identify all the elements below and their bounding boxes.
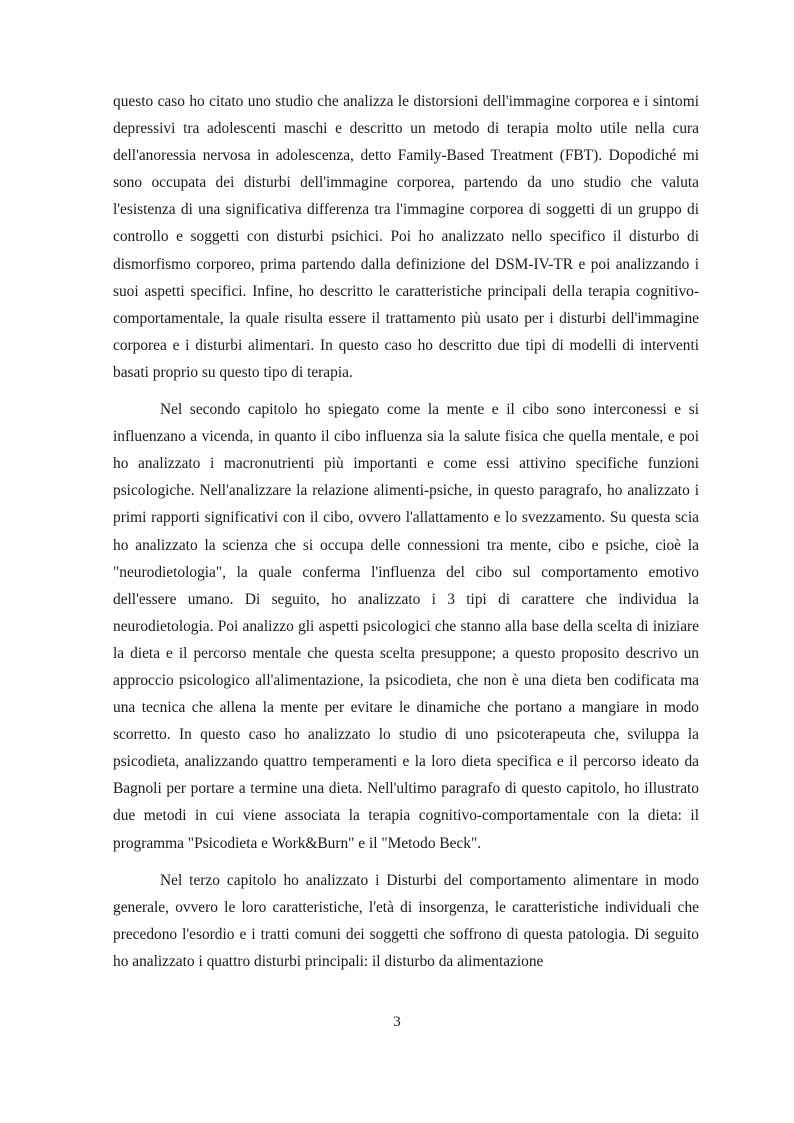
page-body — [113, 88, 699, 975]
paragraph-2: Nel secondo capitolo ho spiegato come la mente e il cibo sono interconessi e si influenzano a vicenda, in quanto il cibo influenza sia la salute fisica che quella mentale, e poi ho analizzato i macronutrienti più importanti e come essi attivino specifiche funzioni psicologiche. Nell'analizzare la relazione alimenti-psiche, in questo paragrafo, ho analizzato i primi rapporti significativi con il cibo, ovvero l'allattamento e lo svezzamento. Su questa scia ho analizzato la scienza che si occupa delle connessioni tra mente, cibo e psiche, cioè la "neurodietologia", la quale conferma l'influenza del cibo sul comportamento emotivo dell'essere umano. Di seguito, ho analizzato i 3 tipi di carattere che individua la neurodietologia. Poi analizzo gli aspetti psicologici che stanno alla base della scelta di iniziare la dieta e il percorso mentale che questa scelta presuppone; a questo proposito descrivo un approccio psicologico all'alimentazione, la psicodieta, che non è una dieta ben codificata ma una tecnica che allena la mente per evitare le dinamiche che portano a mangiare in modo scorretto. In questo caso ho analizzato lo studio di uno psicoterapeuta che, sviluppa la psicodieta, analizzando quattro temperamenti e la loro dieta specifica e il percorso ideato da Bagnoli per portare a termine una dieta. Nell'ultimo paragrafo di questo capitolo, ho illustrato due metodi in cui viene associata la terapia cognitivo-comportamentale con la dieta: il programma "Psicodieta e Work&Burn" e il "Metodo Beck". — [113, 401, 699, 852]
paragraph-3: Nel terzo capitolo ho analizzato i Disturbi del comportamento alimentare in modo generale, ovvero le loro caratteristiche, l'età di insorgenza, le caratteristiche individuali che precedono l'esordio e i tratti comuni dei soggetti che soffrono di questa patologia. Di seguito ho analizzato i quattro disturbi principali: il disturbo da alimentazione — [113, 871, 699, 970]
paragraph-1: questo caso ho citato uno studio che analizza le distorsioni dell'immagine corporea e i sintomi depressivi tra adolescenti maschi e descritto un metodo di terapia molto utile nella cura dell'anoressia nervosa in adolescenza, detto Family-Based Treatment (FBT). Dopodiché mi sono occupata dei disturbi dell'immagine corporea, partendo da uno studio che valuta l'esistenza di una significativa differenza tra l'immagine corporea di soggetti di un gruppo di controllo e soggetti con disturbi psichici. Poi ho analizzato nello specifico il disturbo di dismorfismo corporeo, prima partendo dalla definizione del DSM-IV-TR e poi analizzando i suoi aspetti specifici. Infine, ho descritto le caratteristiche principali della terapia cognitivo-comportamentale, la quale risulta essere il trattamento più usato per i disturbi dell'immagine corporea e i disturbi alimentari. In questo caso ho descritto due tipi di modelli di interventi basati proprio su questo tipo di terapia. — [113, 93, 699, 381]
page-number: 3 — [393, 1014, 401, 1030]
